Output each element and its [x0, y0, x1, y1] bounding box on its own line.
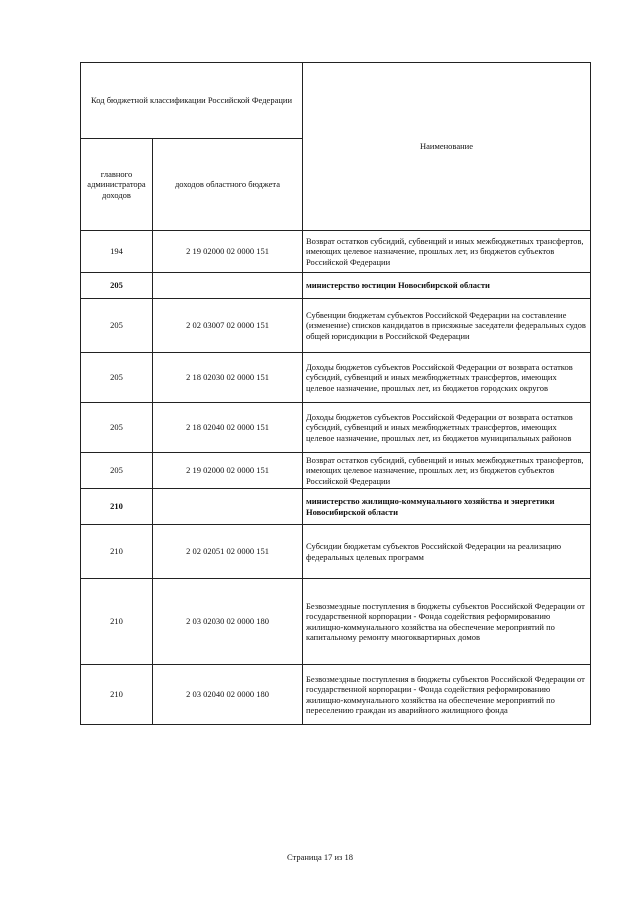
income-code-cell: 2 02 03007 02 0000 151 [153, 299, 303, 353]
admin-code-cell: 205 [81, 273, 153, 299]
page-number: Страница 17 из 18 [286, 852, 354, 862]
income-code-cell: 2 02 02051 02 0000 151 [153, 525, 303, 579]
name-cell: Доходы бюджетов субъектов Российской Федерации от возврата остатков субсидий, субвенций и иных межбюджетных трансфертов, имеющих целевое назначение, прошлых лет, из бюджетов муниципальных районов [303, 403, 591, 453]
income-code-cell: 2 18 02040 02 0000 151 [153, 403, 303, 453]
name-cell: Возврат остатков субсидий, субвенций и иных межбюджетных трансфертов, имеющих целевое назначение, прошлых лет, из бюджетов субъектов Российской Федерации [303, 231, 591, 273]
name-cell: министерство жилищно-коммунального хозяйства и энергетики Новосибирской области [303, 489, 591, 525]
table-row [81, 525, 591, 579]
name-cell: Возврат остатков субсидий, субвенций и иных межбюджетных трансфертов, имеющих целевое назначение, прошлых лет, из бюджетов субъектов Российской Федерации [303, 453, 591, 489]
admin-code-cell: 210 [81, 525, 153, 579]
income-code-cell: 2 18 02030 02 0000 151 [153, 353, 303, 403]
table-row [81, 353, 591, 403]
income-code-cell: 2 19 02000 02 0000 151 [153, 453, 303, 489]
table-row [81, 489, 591, 525]
name-cell: Доходы бюджетов субъектов Российской Федерации от возврата остатков субсидий, субвенций и иных межбюджетных трансфертов, имеющих целевое назначение, прошлых лет, из бюджетов городских округов [303, 353, 591, 403]
admin-code-cell: 205 [81, 453, 153, 489]
table-row [81, 273, 591, 299]
table-row [81, 665, 591, 725]
admin-code-cell: 205 [81, 403, 153, 453]
name-cell: министерство юстиции Новосибирской области [303, 273, 591, 299]
table-row [81, 231, 591, 273]
income-code-cell: 2 03 02040 02 0000 180 [153, 665, 303, 725]
header-name: Наименование [303, 63, 591, 231]
budget-classification-table [80, 62, 591, 725]
header-group-title: Код бюджетной классификации Российской Федерации [81, 63, 303, 139]
name-cell: Безвозмездные поступления в бюджеты субъектов Российской Федерации от государственной корпорации - Фонда содействия реформированию жилищно-коммунального хозяйства на обеспечение мероприятий по капитальному ремонту многоквартирных домов [303, 579, 591, 665]
table-row [81, 453, 591, 489]
admin-code-cell: 210 [81, 665, 153, 725]
admin-code-cell: 210 [81, 489, 153, 525]
admin-code-cell: 205 [81, 299, 153, 353]
table-row [81, 579, 591, 665]
income-code-cell [153, 489, 303, 525]
name-cell: Безвозмездные поступления в бюджеты субъектов Российской Федерации от государственной корпорации - Фонда содействия реформированию жилищно-коммунального хозяйства на обеспечение мероприятий по переселению граждан из аварийного жилищного фонда [303, 665, 591, 725]
table-row [81, 403, 591, 453]
income-code-cell [153, 273, 303, 299]
income-code-cell: 2 03 02030 02 0000 180 [153, 579, 303, 665]
header-row-group [81, 63, 591, 139]
admin-code-cell: 205 [81, 353, 153, 403]
income-code-cell: 2 19 02000 02 0000 151 [153, 231, 303, 273]
name-cell: Субвенции бюджетам субъектов Российской Федерации на составление (изменение) списков кандидатов в присяжные заседатели федеральных судов общей юрисдикции в Российской Федерации [303, 299, 591, 353]
admin-code-cell: 194 [81, 231, 153, 273]
header-income: доходов областного бюджета [153, 139, 303, 231]
table-row [81, 299, 591, 353]
name-cell: Субсидии бюджетам субъектов Российской Федерации на реализацию федеральных целевых программ [303, 525, 591, 579]
header-admin: главного администратора доходов [81, 139, 153, 231]
admin-code-cell: 210 [81, 579, 153, 665]
